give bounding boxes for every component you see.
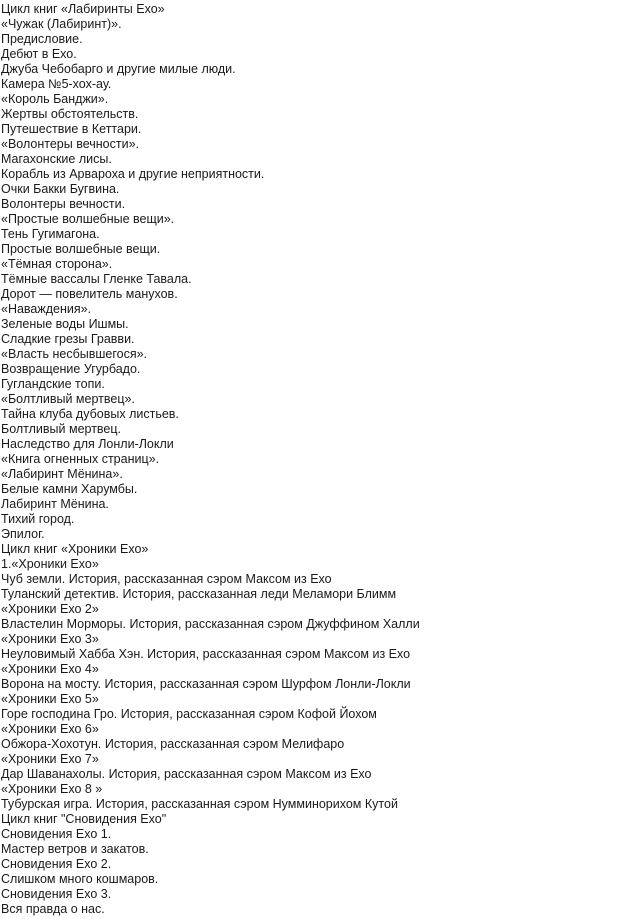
text-line: Тёмные вассалы Гленке Тавала. <box>1 272 192 286</box>
text-line: Гугландские топи. <box>1 377 105 391</box>
text-line: Чуб земли. История, рассказанная сэром Максом из Ехо <box>1 572 332 586</box>
text-line: Джуба Чебобарго и другие милые люди. <box>1 62 236 76</box>
text-line: Неуловимый Хабба Хэн. История, рассказанная сэром Максом из Ехо <box>1 647 411 661</box>
text-line: «Книга огненных страниц». <box>1 452 160 466</box>
text-line: «Лабиринт Мёнина». <box>1 467 123 481</box>
text-line: Наследство для Лонли-Локли <box>1 437 174 451</box>
text-line: «Власть несбывшегося». <box>1 347 148 361</box>
text-line: Корабль из Арвароха и другие неприятности. <box>1 167 265 181</box>
text-line: «Хроники Ехо 3» <box>1 632 99 646</box>
text-line: Дебют в Ехо. <box>1 47 77 61</box>
text-line: «Хроники Ехо 2» <box>1 602 99 616</box>
text-line: Обжора-Хохотун. История, рассказанная сэром Мелифаро <box>1 737 345 751</box>
text-line: Болтливый мертвец. <box>1 422 122 436</box>
text-line: «Хроники Ехо 5» <box>1 692 99 706</box>
text-line: «Хроники Ехо 6» <box>1 722 99 736</box>
text-line: Жертвы обстоятельств. <box>1 107 139 121</box>
text-line: Сновидения Ехо 2. <box>1 857 112 871</box>
text-line: 1.«Хроники Ехо» <box>1 557 99 571</box>
text-line: Горе господина Гро. История, рассказанная сэром Кофой Йохом <box>1 707 377 721</box>
text-line: Возвращение Угурбадо. <box>1 362 141 376</box>
text-line: «Король Банджи». <box>1 92 109 106</box>
text-line: «Волонтеры вечности». <box>1 137 139 151</box>
text-line: Тень Гугимагона. <box>1 227 100 241</box>
text-line: Сладкие грезы Гравви. <box>1 332 135 346</box>
text-line: Туланский детектив. История, рассказанная леди Меламори Блимм <box>1 587 397 601</box>
text-line: «Простые волшебные вещи». <box>1 212 175 226</box>
text-line: Слишком много кошмаров. <box>1 872 159 886</box>
text-line: Эпилог. <box>1 527 45 541</box>
text-line: «Болтливый мертвец». <box>1 392 135 406</box>
text-line: Мастер ветров и закатов. <box>1 842 149 856</box>
text-line: Цикл книг "Сновидения Ехо" <box>1 812 167 826</box>
text-line: Властелин Морморы. История, рассказанная сэром Джуффином Халли <box>1 617 420 631</box>
text-line: «Хроники Ехо 8 » <box>1 782 103 796</box>
text-line: Цикл книг «Лабиринты Ехо» <box>1 2 165 16</box>
text-line: «Наваждения». <box>1 302 92 316</box>
text-line: Очки Бакки Бугвина. <box>1 182 120 196</box>
text-line: Простые волшебные вещи. <box>1 242 161 256</box>
text-line: «Чужак (Лабиринт)». <box>1 17 122 31</box>
text-line: «Хроники Ехо 7» <box>1 752 99 766</box>
text-line: Тихий город. <box>1 512 75 526</box>
text-line: «Тёмная сторона». <box>1 257 113 271</box>
text-line: Вся правда о нас. <box>1 902 105 916</box>
text-line: Сновидения Ехо 1. <box>1 827 112 841</box>
text-line: Белые камни Харумбы. <box>1 482 138 496</box>
text-line: Цикл книг «Хроники Ехо» <box>1 542 149 556</box>
text-line: Предисловие. <box>1 32 83 46</box>
text-line: Дорот — повелитель манухов. <box>1 287 178 301</box>
text-line: Волонтеры вечности. <box>1 197 126 211</box>
text-line: «Хроники Ехо 4» <box>1 662 99 676</box>
text-line: Ворона на мосту. История, рассказанная сэром Шурфом Лонли-Локли <box>1 677 411 691</box>
text-line: Камера №5-хох-ау. <box>1 77 112 91</box>
text-line: Дар Шаванахолы. История, рассказанная сэром Максом из Ехо <box>1 767 372 781</box>
text-line: Тайна клуба дубовых листьев. <box>1 407 179 421</box>
text-line: Магахонские лисы. <box>1 152 112 166</box>
text-line: Тубурская игра. История, рассказанная сэром Нумминорихом Кутой <box>1 797 398 811</box>
text-line: Сновидения Ехо 3. <box>1 887 112 901</box>
text-line: Лабиринт Мёнина. <box>1 497 109 511</box>
text-line: Путешествие в Кеттари. <box>1 122 142 136</box>
text-line: Зеленые воды Ишмы. <box>1 317 129 331</box>
